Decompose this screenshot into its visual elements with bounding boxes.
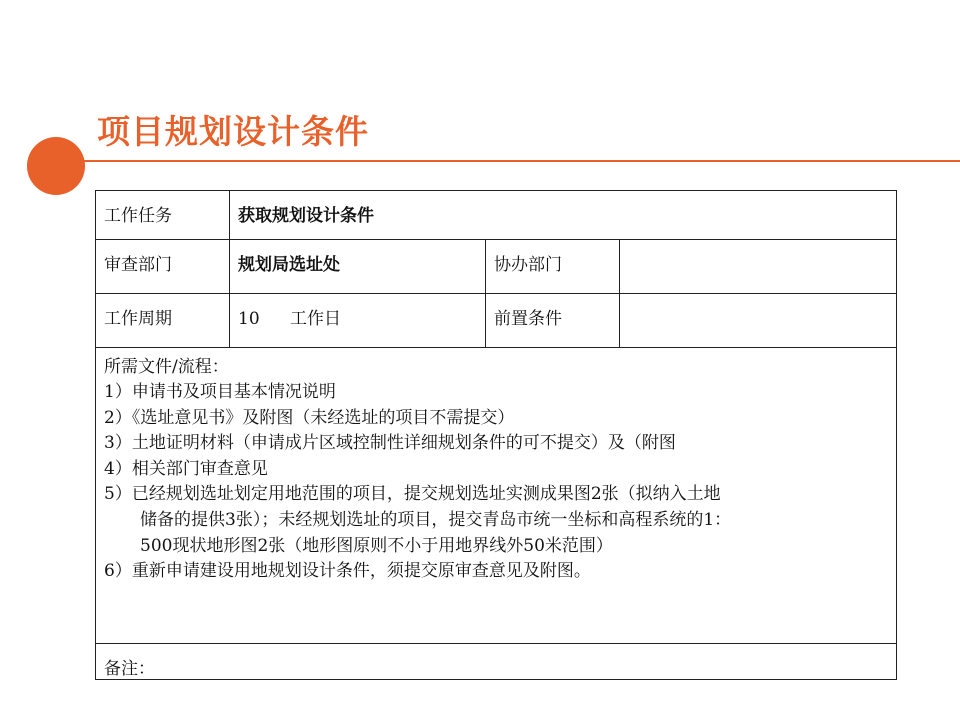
table-row	[96, 191, 897, 240]
page-title: 项目规划设计条件	[97, 112, 369, 151]
requirements-cell	[96, 348, 897, 644]
precondition-label: 前置条件	[486, 294, 620, 348]
work-period-unit: 工作日	[290, 309, 341, 329]
requirements-heading: 所需文件/流程：	[104, 357, 229, 377]
precondition-value	[620, 294, 897, 348]
table-row	[96, 240, 897, 294]
list-item: 2）《选址意见书》及附图（未经选址的项目不需提交）	[104, 407, 515, 428]
list-item: 6）重新申请建设用地规划设计条件，须提交原审查意见及附图。	[104, 561, 591, 582]
list-item: 5）已经规划选址划定用地范围的项目，提交规划选址实测成果图2张（拟纳入土地	[104, 484, 721, 505]
list-item: 4）相关部门审查意见	[104, 458, 268, 479]
table-row	[96, 348, 897, 644]
title-underline	[56, 160, 960, 162]
review-dept-label: 审查部门	[96, 240, 230, 294]
list-item-continuation: 500现状地形图2张（地形图原则不小于用地界线外50米范围）	[140, 535, 613, 556]
work-period-days: 10	[238, 309, 260, 329]
list-item-continuation: 储备的提供3张）；未经规划选址的项目，提交青岛市统一坐标和高程系统的1：	[140, 509, 732, 530]
list-item: 3）土地证明材料（申请成片区域控制性详细规划条件的可不提交）及（附图	[104, 433, 676, 454]
table-row	[96, 644, 897, 680]
work-task-value: 获取规划设计条件	[230, 191, 897, 240]
assist-dept-label: 协办部门	[486, 240, 620, 294]
assist-dept-value	[620, 240, 897, 294]
project-conditions-table	[95, 190, 897, 680]
work-task-label: 工作任务	[96, 191, 230, 240]
table-row	[96, 294, 897, 348]
review-dept-value: 规划局选址处	[230, 240, 486, 294]
work-period-label: 工作周期	[96, 294, 230, 348]
decorative-circle	[27, 137, 85, 195]
remarks-cell: 备注：	[96, 644, 897, 680]
work-period-value	[230, 294, 486, 348]
list-item: 1）申请书及项目基本情况说明	[104, 382, 336, 402]
